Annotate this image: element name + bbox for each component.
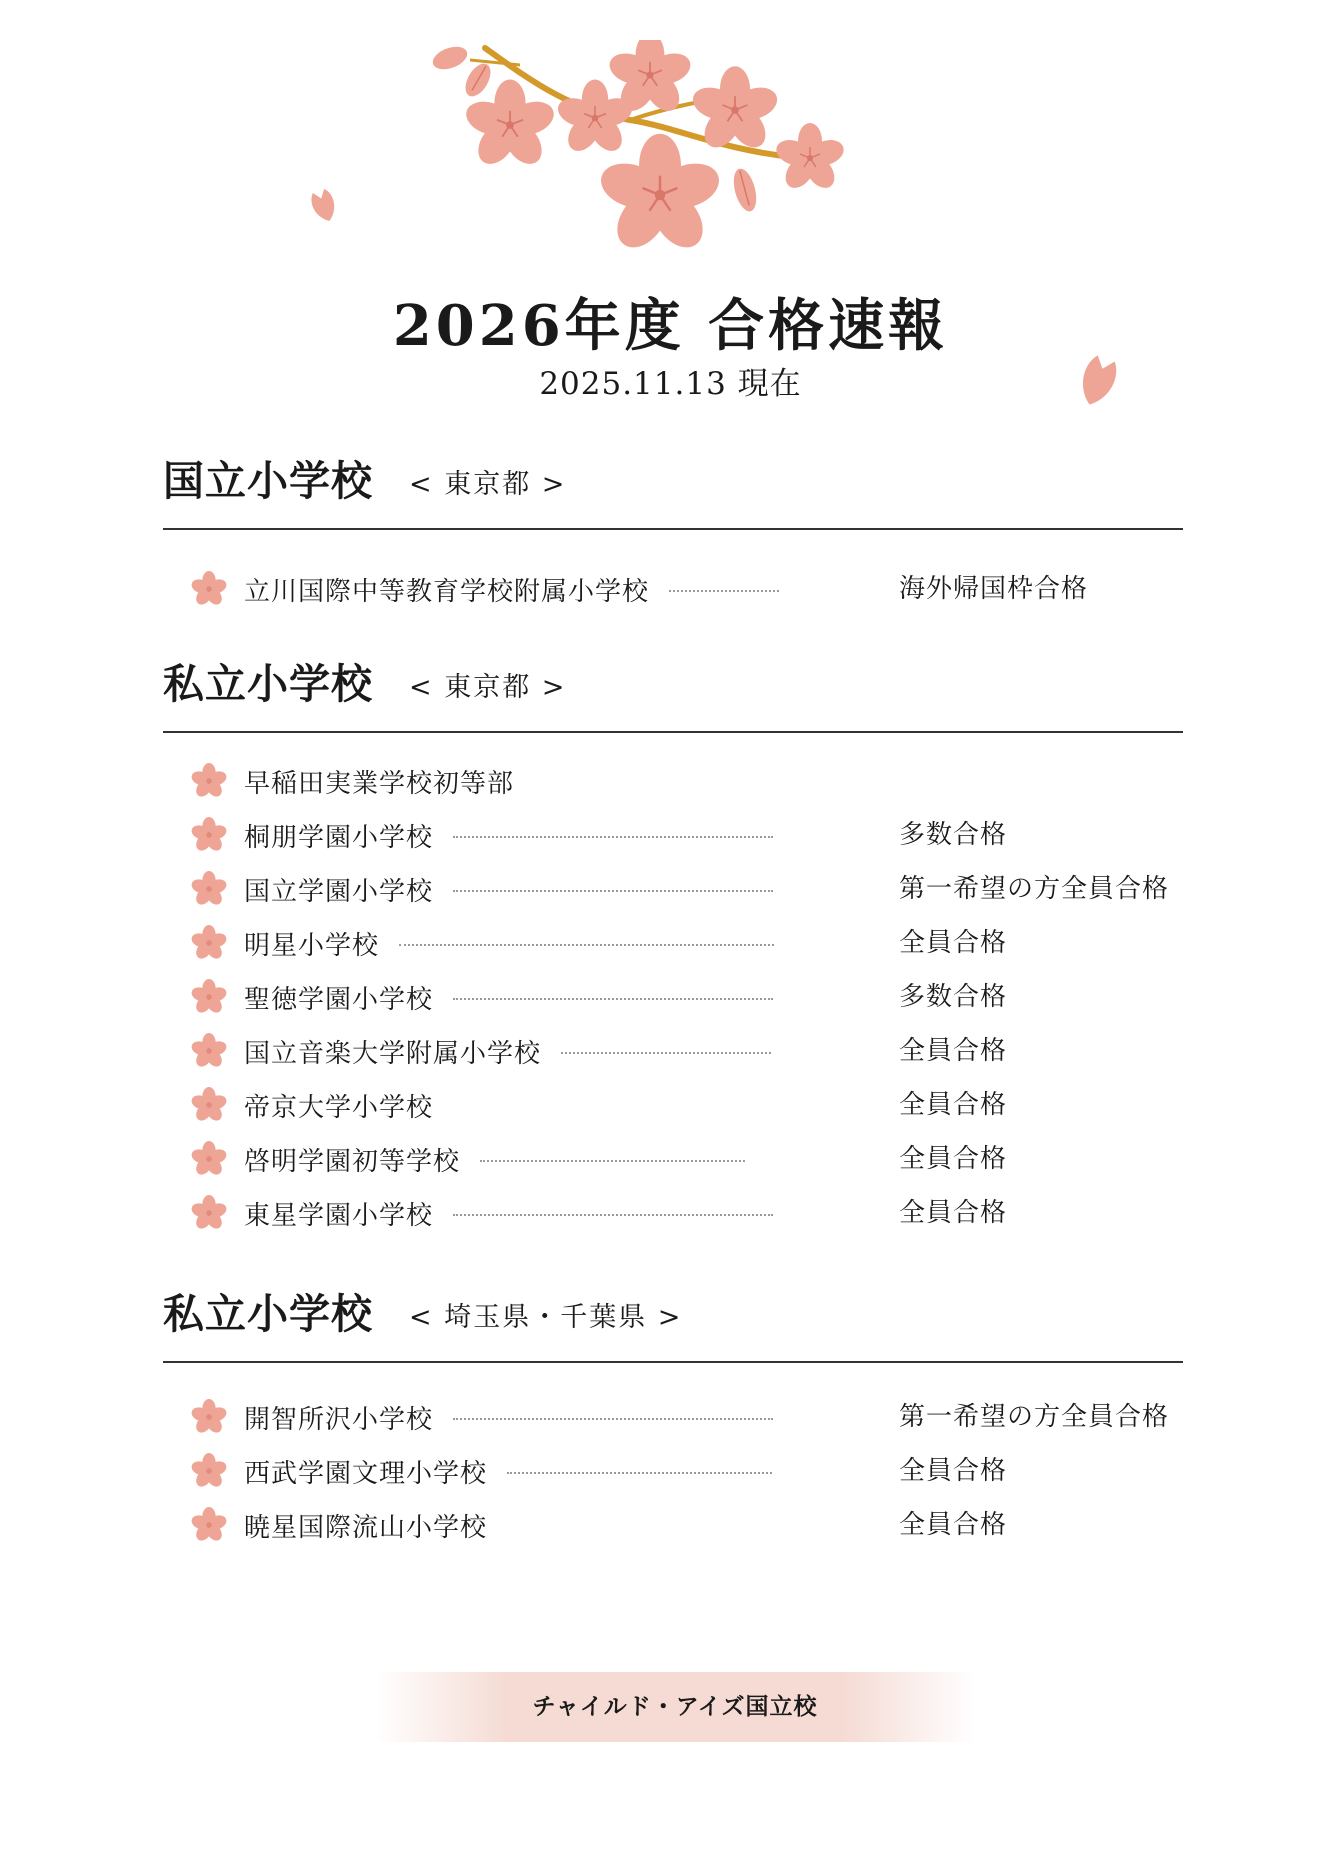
sakura-bullet-icon xyxy=(190,1032,228,1070)
leader-dots xyxy=(561,1052,771,1054)
school-name: 明星小学校 xyxy=(244,930,380,961)
school-list xyxy=(163,1390,1183,1552)
result-text: 第一希望の方全員合格 xyxy=(899,874,1170,904)
section-header xyxy=(163,651,1183,733)
result-text: 全員合格 xyxy=(899,1144,1008,1174)
sakura-bullet-icon xyxy=(190,978,228,1016)
school-name: 国立音楽大学附属小学校 xyxy=(244,1038,542,1069)
sakura-bullet-icon xyxy=(190,1194,228,1232)
section-region: < 東京都 > xyxy=(409,672,567,703)
sakura-bullet-icon xyxy=(190,1506,228,1544)
footer-label: チャイルド・アイズ国立校 xyxy=(532,1693,818,1720)
list-item xyxy=(163,1444,1183,1498)
result-text: 全員合格 xyxy=(899,1456,1008,1486)
section-region: < 埼玉県・千葉県 > xyxy=(409,1302,683,1333)
list-item xyxy=(163,916,1183,970)
result-text: 多数合格 xyxy=(899,820,1008,850)
result-row xyxy=(244,1132,1183,1186)
footer-banner xyxy=(375,1672,975,1742)
leader-dots xyxy=(399,944,774,946)
leader-dots xyxy=(453,836,773,838)
section-private-tokyo xyxy=(163,651,1183,1240)
school-name: 聖徳学園小学校 xyxy=(244,984,434,1015)
result-row xyxy=(244,1444,1183,1498)
sakura-bullet-icon xyxy=(190,1452,228,1490)
list-item xyxy=(163,808,1183,862)
page-title: 2026年度 合格速報 xyxy=(392,293,949,359)
sakura-bullet-icon xyxy=(190,1140,228,1178)
sakura-bullet-icon xyxy=(190,1086,228,1124)
section-national-tokyo xyxy=(163,448,1183,616)
school-name: 帝京大学小学校 xyxy=(244,1092,434,1123)
list-item xyxy=(163,1132,1183,1186)
sakura-bullet-icon xyxy=(190,870,228,908)
result-text: 全員合格 xyxy=(899,1090,1008,1120)
sakura-bullet-icon xyxy=(190,570,228,608)
leader-dots xyxy=(453,998,773,1000)
school-name: 東星学園小学校 xyxy=(244,1200,434,1231)
result-row xyxy=(244,1078,1183,1132)
school-name: 桐朋学園小学校 xyxy=(244,822,434,853)
result-row xyxy=(244,862,1183,916)
leader-dots xyxy=(453,890,773,892)
list-item xyxy=(163,562,1183,616)
list-item xyxy=(163,970,1183,1024)
result-text: 全員合格 xyxy=(899,1510,1008,1540)
leader-dots xyxy=(480,1160,745,1162)
school-name: 国立学園小学校 xyxy=(244,876,434,907)
list-item xyxy=(163,1078,1183,1132)
list-item xyxy=(163,1498,1183,1552)
result-row xyxy=(244,916,1183,970)
list-item xyxy=(163,1186,1183,1240)
school-list xyxy=(163,754,1183,1240)
leader-dots xyxy=(453,1418,773,1420)
result-row xyxy=(244,1186,1183,1240)
result-text: 全員合格 xyxy=(899,1036,1008,1066)
section-title: 国立小学校 xyxy=(163,457,373,505)
section-private-saitama-chiba xyxy=(163,1281,1183,1552)
leader-dots xyxy=(669,590,779,592)
result-row xyxy=(244,562,1183,616)
result-row xyxy=(244,1390,1183,1444)
result-row xyxy=(244,808,1183,862)
sakura-bullet-icon xyxy=(190,762,228,800)
list-item xyxy=(163,1024,1183,1078)
result-row xyxy=(244,1024,1183,1078)
list-item xyxy=(163,754,1183,808)
sakura-bullet-icon xyxy=(190,924,228,962)
section-header xyxy=(163,1281,1183,1363)
result-text: 全員合格 xyxy=(899,1198,1008,1228)
sakura-bullet-icon xyxy=(190,1398,228,1436)
result-row xyxy=(244,1498,1183,1552)
section-region: < 東京都 > xyxy=(409,469,567,500)
result-row xyxy=(244,970,1183,1024)
school-name: 暁星国際流山小学校 xyxy=(244,1512,488,1543)
school-name: 開智所沢小学校 xyxy=(244,1404,434,1435)
list-item xyxy=(163,1390,1183,1444)
result-text: 第一希望の方全員合格 xyxy=(899,1402,1170,1432)
falling-petal-icon xyxy=(308,188,340,224)
cherry-blossom-branch-illustration xyxy=(410,40,890,270)
school-name: 啓明学園初等学校 xyxy=(244,1146,461,1177)
list-item xyxy=(163,862,1183,916)
result-text: 海外帰国枠合格 xyxy=(899,574,1089,604)
school-name: 立川国際中等教育学校附属小学校 xyxy=(244,576,650,607)
result-text: 多数合格 xyxy=(899,982,1008,1012)
sakura-bullet-icon xyxy=(190,816,228,854)
result-text: 全員合格 xyxy=(899,928,1008,958)
school-name: 早稲田実業学校初等部 xyxy=(244,768,515,799)
as-of-date: 2025.11.13 現在 xyxy=(539,366,802,402)
leader-dots xyxy=(453,1214,773,1216)
result-row xyxy=(244,754,1183,808)
section-header xyxy=(163,448,1183,530)
school-name: 西武学園文理小学校 xyxy=(244,1458,488,1489)
section-title: 私立小学校 xyxy=(163,660,373,708)
school-list xyxy=(163,562,1183,616)
section-title: 私立小学校 xyxy=(163,1290,373,1338)
leader-dots xyxy=(507,1472,772,1474)
